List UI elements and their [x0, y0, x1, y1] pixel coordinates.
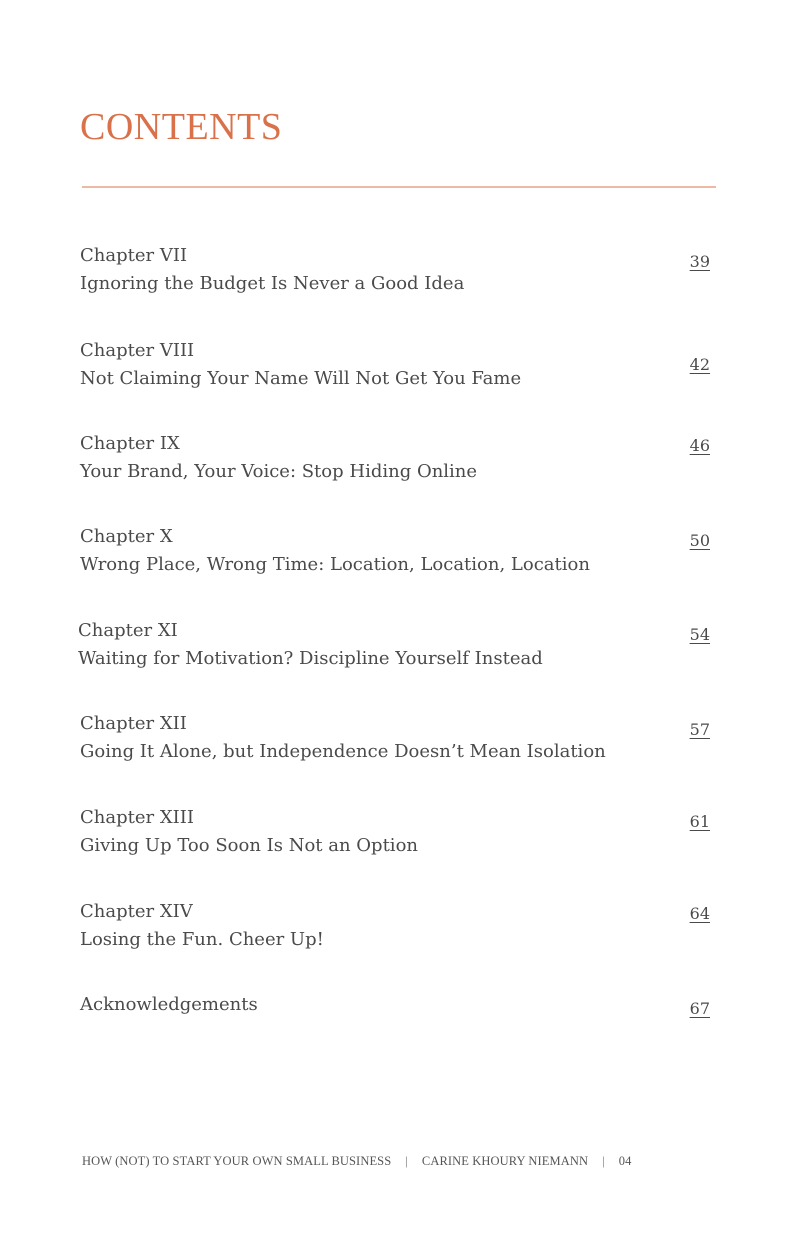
page-footer — [82, 1154, 712, 1169]
toc-entry[interactable] — [80, 991, 710, 1019]
toc-page-link[interactable]: 54 — [689, 625, 710, 644]
toc-page-link[interactable]: 57 — [689, 720, 710, 739]
toc-chapter-title: Waiting for Motivation? Discipline Yourself Instead — [78, 648, 543, 669]
toc-entry[interactable] — [80, 337, 710, 393]
toc-page-link[interactable]: 39 — [689, 252, 710, 271]
toc-entry[interactable] — [78, 617, 708, 673]
toc-chapter-label: Chapter XI — [78, 620, 178, 641]
toc-chapter-label: Chapter XIII — [80, 807, 194, 828]
toc-chapter-title: Ignoring the Budget Is Never a Good Idea — [80, 273, 465, 294]
toc-chapter-title: Giving Up Too Soon Is Not an Option — [80, 835, 418, 856]
toc-page-link[interactable]: 61 — [689, 812, 710, 831]
title-divider — [82, 186, 716, 188]
toc-chapter-title: Going It Alone, but Independence Doesn’t Mean Isolation — [80, 741, 606, 762]
footer-author: CARINE KHOURY NIEMANN — [421, 1154, 589, 1168]
toc-chapter-label: Chapter VIII — [80, 340, 195, 361]
toc-entry[interactable] — [80, 242, 710, 298]
toc-entry[interactable] — [80, 898, 710, 954]
toc-chapter-title: Your Brand, Your Voice: Stop Hiding Online — [80, 461, 478, 482]
toc-chapter-title: Not Claiming Your Name Will Not Get You Fame — [80, 368, 522, 389]
toc-entry[interactable] — [80, 430, 710, 486]
toc-page-link[interactable]: 67 — [689, 999, 710, 1018]
footer-separator: | — [405, 1154, 408, 1168]
footer-book-title: HOW (NOT) TO START YOUR OWN SMALL BUSINESS — [82, 1154, 392, 1168]
toc-page-link[interactable]: 64 — [689, 904, 710, 923]
toc-chapter-label: Chapter XIV — [80, 901, 193, 922]
toc-chapter-label: Chapter X — [80, 526, 173, 547]
toc-chapter-label: Chapter IX — [80, 433, 180, 454]
toc-page-link[interactable]: 50 — [689, 531, 710, 550]
toc-page-link[interactable]: 46 — [689, 436, 710, 455]
toc-page-link[interactable]: 42 — [689, 355, 710, 374]
toc-chapter-title: Wrong Place, Wrong Time: Location, Location, Location — [80, 554, 590, 575]
toc-chapter-label: Chapter XII — [80, 713, 187, 734]
page-title: CONTENTS — [80, 106, 283, 148]
footer-separator: | — [602, 1154, 605, 1168]
toc-entry[interactable] — [80, 804, 710, 860]
toc-chapter-label: Chapter VII — [80, 245, 188, 266]
toc-chapter-label: Acknowledgements — [80, 994, 258, 1015]
toc-entry[interactable] — [80, 710, 710, 766]
footer-page-number: 04 — [618, 1154, 632, 1168]
toc-entry[interactable] — [80, 523, 710, 579]
toc-chapter-title: Losing the Fun. Cheer Up! — [80, 929, 324, 950]
